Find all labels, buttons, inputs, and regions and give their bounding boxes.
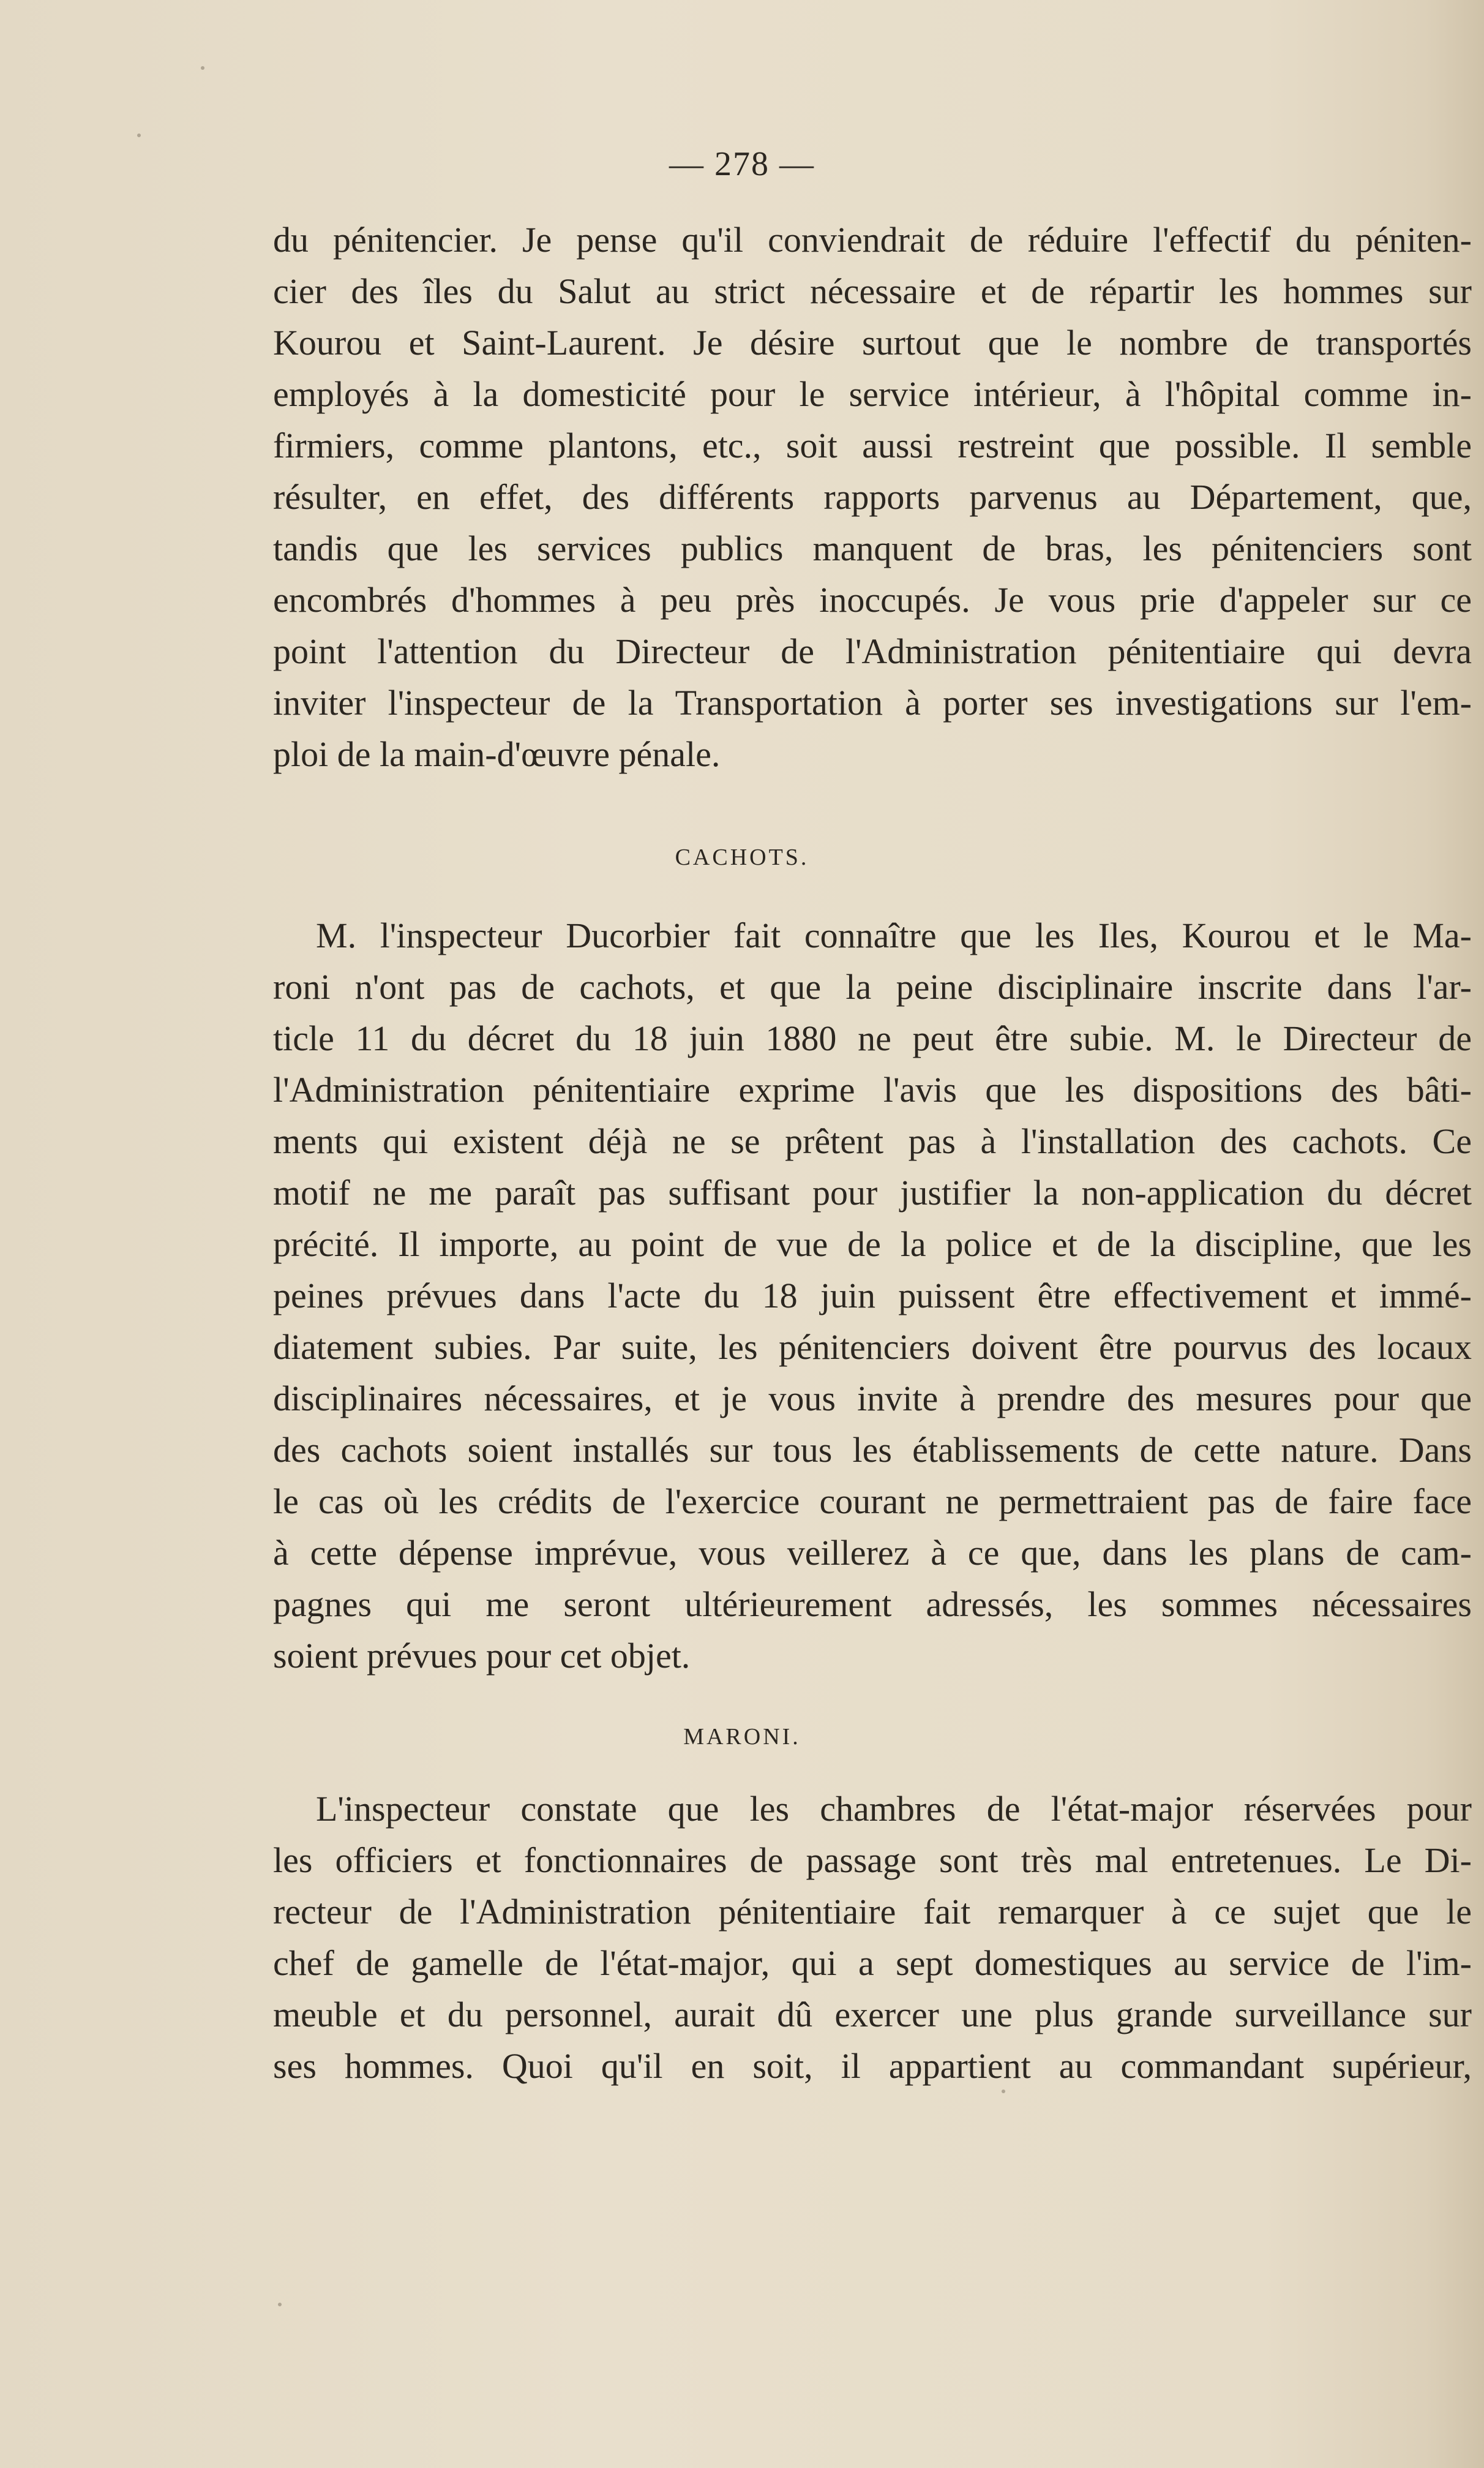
text-line: inviter l'inspecteur de la Transportation à porter ses investigations sur l'em- bbox=[273, 683, 1472, 723]
text-line: ticle 11 du décret du 18 juin 1880 ne peut être subie. M. le Directeur de bbox=[273, 1018, 1472, 1058]
text-line: soient prévues pour cet objet. bbox=[273, 1636, 691, 1676]
text-line: recteur de l'Administration pénitentiaire fait remarquer à ce sujet que le bbox=[273, 1892, 1472, 1932]
text-line: M. l'inspecteur Ducorbier fait connaître que les Iles, Kourou et le Ma- bbox=[316, 916, 1472, 955]
text-line: résulter, en effet, des différents rapports parvenus au Département, que, bbox=[273, 477, 1472, 517]
text-line: le cas où les crédits de l'exercice courant ne permettraient pas de faire face bbox=[273, 1481, 1472, 1521]
text-line: Kourou et Saint-Laurent. Je désire surtout que le nombre de transportés bbox=[273, 323, 1472, 363]
text-line: des cachots soient installés sur tous les établissements de cette nature. Dans bbox=[273, 1430, 1472, 1470]
section-heading-cachots: CACHOTS. bbox=[675, 845, 809, 870]
text-line: diatement subies. Par suite, les pénitenciers doivent être pourvus des locaux bbox=[273, 1327, 1472, 1367]
paper-speck bbox=[137, 134, 141, 137]
text-line: ses hommes. Quoi qu'il en soit, il appartient au commandant supérieur, bbox=[273, 2046, 1472, 2086]
text-line: à cette dépense imprévue, vous veillerez à ce que, dans les plans de cam- bbox=[273, 1533, 1472, 1573]
text-line: L'inspecteur constate que les chambres de l'état-major réservées pour bbox=[316, 1789, 1472, 1829]
text-line: du pénitencier. Je pense qu'il conviendrait de réduire l'effectif du péniten- bbox=[273, 220, 1472, 260]
text-line: ments qui existent déjà ne se prêtent pas à l'installation des cachots. Ce bbox=[273, 1121, 1472, 1161]
page-number: — 278 — bbox=[669, 145, 815, 183]
text-line: firmiers, comme plantons, etc., soit aussi restreint que possible. Il semble bbox=[273, 426, 1472, 465]
text-line: employés à la domesticité pour le service intérieur, à l'hôpital comme in- bbox=[273, 374, 1472, 414]
text-line: meuble et du personnel, aurait dû exercer une plus grande surveillance sur bbox=[273, 1995, 1472, 2034]
text-line: chef de gamelle de l'état-major, qui a sept domestiques au service de l'im- bbox=[273, 1943, 1472, 1983]
text-line: motif ne me paraît pas suffisant pour justifier la non-application du décret bbox=[273, 1173, 1472, 1213]
section-heading-maroni: MARONI. bbox=[683, 1724, 801, 1750]
text-line: tandis que les services publics manquent de bras, les pénitenciers sont bbox=[273, 529, 1472, 568]
text-line: point l'attention du Directeur de l'Administration pénitentiaire qui devra bbox=[273, 631, 1472, 671]
text-line: peines prévues dans l'acte du 18 juin puissent être effectivement et immé- bbox=[273, 1276, 1472, 1315]
text-line: l'Administration pénitentiaire exprime l'avis que les dispositions des bâti- bbox=[273, 1070, 1472, 1110]
text-line: roni n'ont pas de cachots, et que la peine disciplinaire inscrite dans l'ar- bbox=[273, 967, 1472, 1007]
maroni-paragraph bbox=[273, 1783, 1472, 2092]
paper-speck bbox=[278, 2303, 282, 2306]
text-line: les officiers et fonctionnaires de passage sont très mal entretenues. Le Di- bbox=[273, 1840, 1472, 1880]
text-line: cier des îles du Salut au strict nécessaire et de répartir les hommes sur bbox=[273, 271, 1472, 311]
text-line: précité. Il importe, au point de vue de la police et de la discipline, que les bbox=[273, 1224, 1472, 1264]
paper-speck bbox=[201, 66, 204, 70]
intro-paragraph bbox=[273, 214, 1472, 780]
text-line: disciplinaires nécessaires, et je vous invite à prendre des mesures pour que bbox=[273, 1379, 1472, 1418]
text-line: encombrés d'hommes à peu près inoccupés. Je vous prie d'appeler sur ce bbox=[273, 580, 1472, 620]
cachots-paragraph bbox=[273, 910, 1472, 1682]
text-line: ploi de la main-d'œuvre pénale. bbox=[273, 734, 721, 774]
text-line: pagnes qui me seront ultérieurement adressés, les sommes nécessaires bbox=[273, 1584, 1472, 1624]
